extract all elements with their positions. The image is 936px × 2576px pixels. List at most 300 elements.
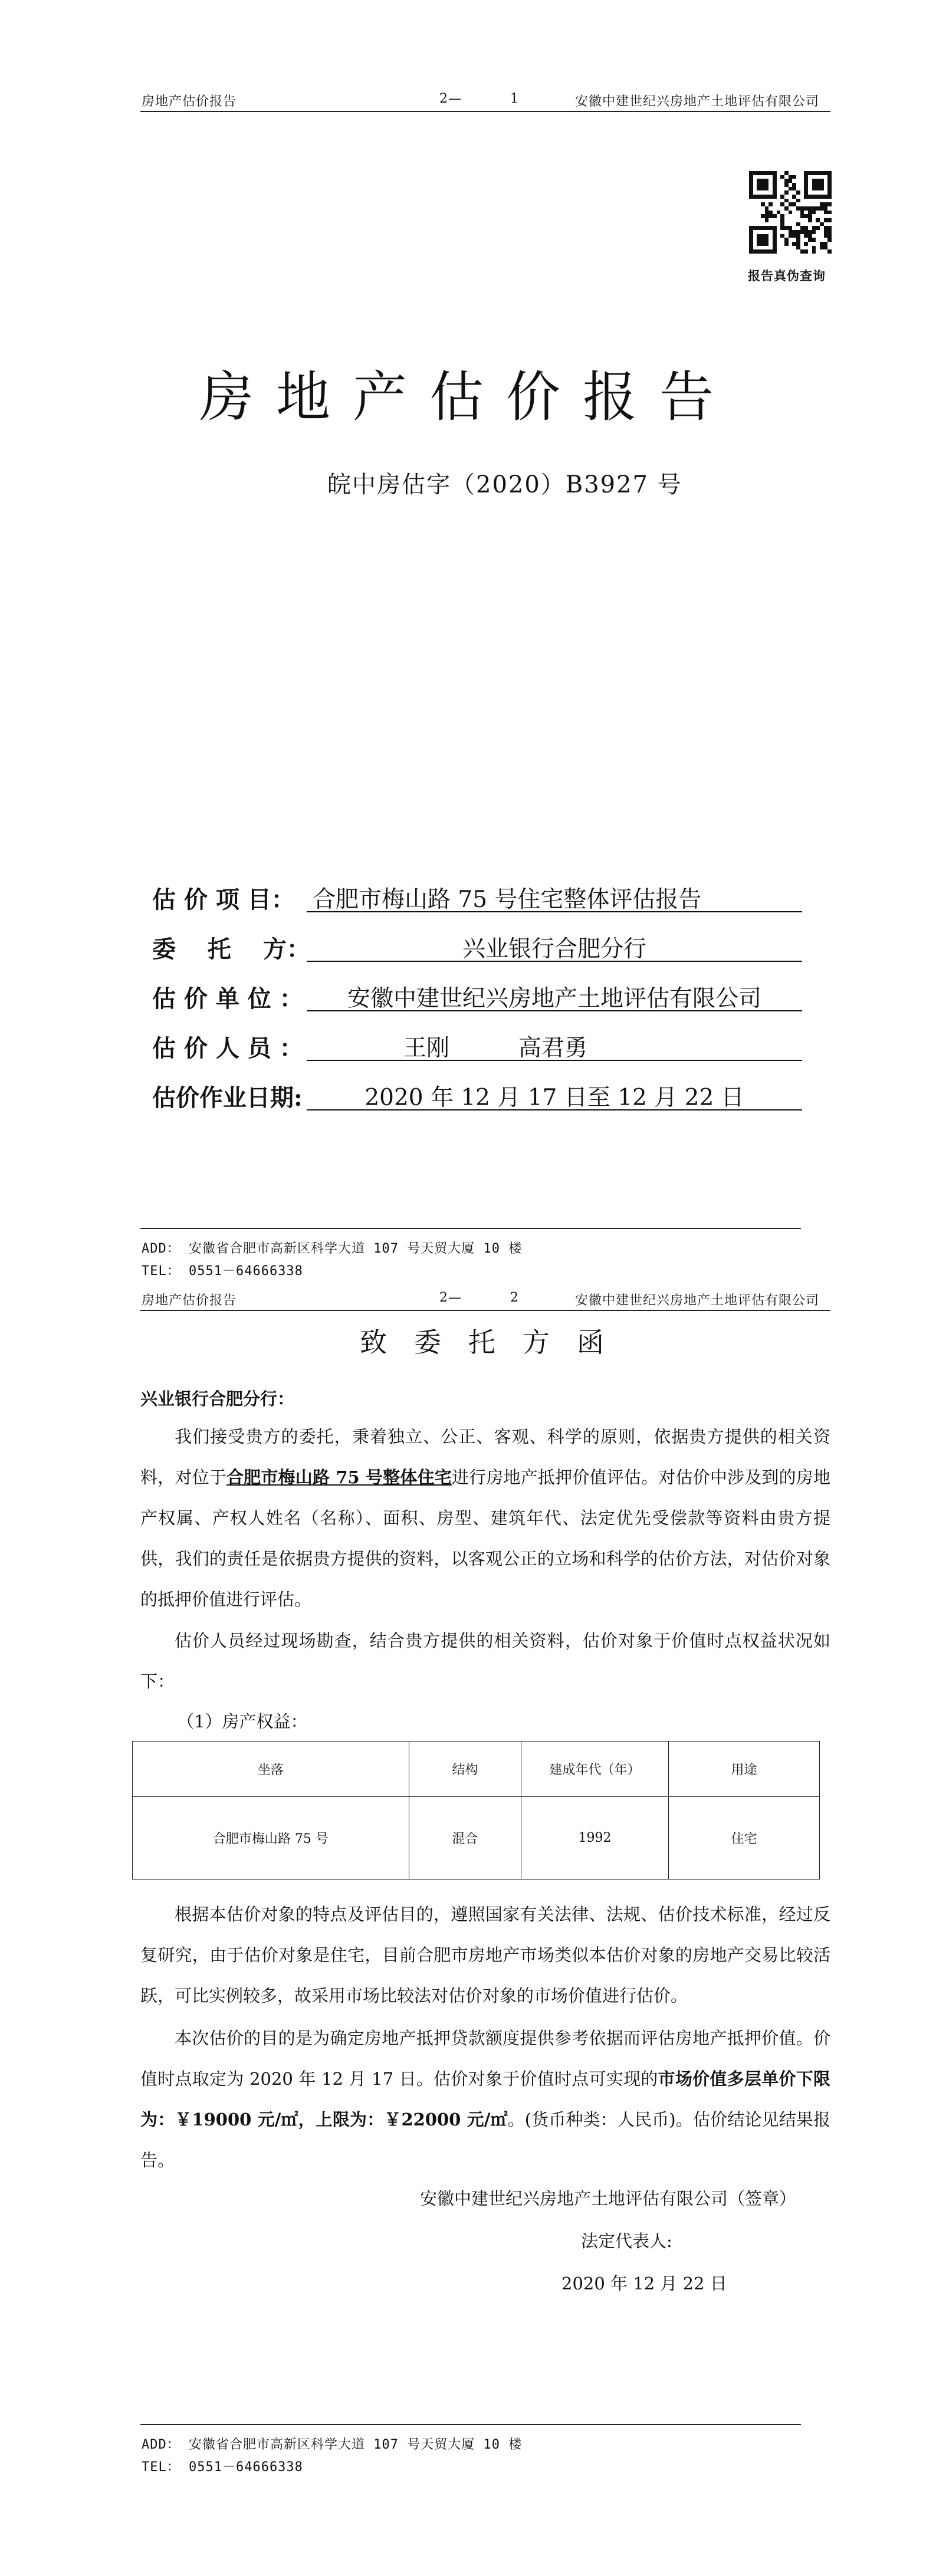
qr-module — [800, 218, 804, 222]
qr-module — [765, 222, 769, 226]
qr-module — [765, 175, 769, 179]
page1-footer-address: ADD： 安徽省合肥市高新区科学大道 107 号天贸大厦 10 楼 — [142, 1241, 523, 1256]
qr-module — [777, 238, 781, 242]
qr-module — [780, 214, 784, 218]
qr-module — [808, 226, 812, 230]
qr-module — [808, 246, 812, 250]
qr-module — [827, 206, 832, 211]
qr-module — [753, 249, 757, 254]
qr-module — [827, 171, 832, 175]
qr-module — [765, 187, 769, 191]
qr-module — [768, 246, 773, 250]
qr-module — [761, 211, 765, 215]
qr-module — [768, 175, 773, 179]
qr-module — [812, 179, 816, 183]
qr-module — [792, 175, 796, 179]
page2-header-rule — [140, 1310, 830, 1311]
qr-module — [765, 202, 769, 206]
qr-module — [761, 222, 765, 226]
qr-module — [812, 218, 816, 222]
qr-module — [792, 199, 796, 203]
qr-module — [816, 214, 820, 218]
qr-module — [827, 179, 832, 183]
qr-module — [804, 246, 808, 250]
qr-module — [777, 222, 781, 226]
qr-module — [780, 222, 784, 226]
info-value: 安徽中建世纪兴房地产土地评估有限公司 — [347, 985, 761, 1012]
qr-module — [780, 242, 784, 246]
qr-module — [800, 183, 804, 187]
property-address-bold: 合肥市梅山路 75 号整体住宅 — [226, 1467, 452, 1487]
qr-module — [757, 190, 761, 195]
qr-module — [761, 206, 765, 211]
qr-module — [757, 175, 761, 179]
qr-module — [820, 242, 824, 246]
qr-module — [789, 206, 793, 211]
qr-module — [753, 238, 757, 242]
qr-module — [768, 226, 773, 230]
qr-module — [800, 230, 804, 234]
market-value-bold: 市场价值多层单价下限为：￥19000 元/㎡，上限为：￥22000 元/㎡ — [140, 2069, 830, 2130]
qr-module — [768, 179, 773, 183]
qr-module — [773, 249, 777, 254]
qr-module — [749, 175, 753, 179]
qr-module — [768, 211, 773, 215]
qr-module — [820, 234, 824, 238]
qr-module — [816, 190, 820, 195]
qr-module — [753, 183, 757, 187]
qr-module — [757, 238, 761, 242]
page1-footer-rule — [140, 1228, 801, 1229]
qr-module — [784, 183, 789, 187]
qr-module — [780, 246, 784, 250]
qr-module — [808, 202, 812, 206]
qr-module — [789, 249, 793, 254]
qr-caption: 报告真伪查询 — [748, 268, 826, 283]
qr-module — [808, 214, 812, 218]
qr-module — [757, 211, 761, 215]
table-row — [133, 1797, 820, 1880]
qr-module — [773, 195, 777, 199]
table-cell: 合肥市梅山路 75 号 — [133, 1797, 409, 1880]
page1-footer-tel: TEL： 0551－64666338 — [142, 1264, 303, 1279]
qr-module — [820, 202, 824, 206]
qr-module — [820, 190, 824, 195]
qr-module — [812, 211, 816, 215]
qr-module — [800, 202, 804, 206]
qr-module — [804, 175, 808, 179]
qr-module — [777, 226, 781, 230]
qr-module — [796, 202, 800, 206]
qr-module — [789, 187, 793, 191]
qr-module — [808, 249, 812, 254]
qr-module — [768, 206, 773, 211]
qr-module — [816, 242, 820, 246]
qr-module — [827, 187, 832, 191]
info-label: 估 价 人 员 ： — [152, 1034, 303, 1062]
qr-module — [804, 179, 808, 183]
qr-module — [768, 171, 773, 175]
table-caption: （1）房产权益： — [177, 1711, 308, 1731]
qr-module — [808, 222, 812, 226]
qr-module — [749, 246, 753, 250]
qr-module — [792, 246, 796, 250]
qr-module — [773, 234, 777, 238]
qr-module — [789, 171, 793, 175]
qr-module — [816, 183, 820, 187]
qr-module — [800, 246, 804, 250]
qr-module — [765, 195, 769, 199]
qr-module — [792, 234, 796, 238]
qr-module — [761, 230, 765, 234]
qr-module — [820, 238, 824, 242]
qr-module — [789, 175, 793, 179]
qr-module — [780, 230, 784, 234]
qr-module — [816, 230, 820, 234]
qr-module — [827, 199, 832, 203]
qr-module — [804, 183, 808, 187]
qr-module — [749, 183, 753, 187]
qr-module — [773, 183, 777, 187]
qr-module — [777, 199, 781, 203]
qr-module — [820, 206, 824, 211]
qr-module — [749, 222, 753, 226]
table-cell: 1992 — [521, 1797, 669, 1880]
qr-module — [789, 234, 793, 238]
qr-module — [792, 238, 796, 242]
qr-module — [820, 195, 824, 199]
qr-module — [827, 238, 832, 242]
qr-module — [816, 202, 820, 206]
qr-module — [749, 206, 753, 211]
qr-module — [827, 190, 832, 195]
qr-module — [768, 230, 773, 234]
qr-module — [789, 226, 793, 230]
info-label: 估 价 单 位 ： — [152, 985, 303, 1013]
qr-module — [800, 214, 804, 218]
qr-module — [780, 202, 784, 206]
qr-module — [796, 206, 800, 211]
qr-module — [812, 238, 816, 242]
qr-module — [753, 171, 757, 175]
qr-module — [777, 246, 781, 250]
qr-module — [800, 234, 804, 238]
qr-module — [789, 218, 793, 222]
qr-module — [796, 238, 800, 242]
qr-module — [773, 230, 777, 234]
qr-module — [753, 230, 757, 234]
qr-module — [808, 195, 812, 199]
qr-module — [827, 226, 832, 230]
signature-company: 安徽中建世纪兴房地产土地评估有限公司（签章） — [420, 2189, 797, 2209]
qr-module — [792, 187, 796, 191]
qr-module — [761, 246, 765, 250]
qr-module — [780, 190, 784, 195]
qr-module — [812, 195, 816, 199]
qr-module — [777, 175, 781, 179]
qr-module — [757, 187, 761, 191]
qr-module — [777, 230, 781, 234]
qr-module — [800, 190, 804, 195]
qr-module — [792, 202, 796, 206]
qr-module — [804, 222, 808, 226]
qr-module — [804, 171, 808, 175]
qr-code[interactable] — [749, 171, 832, 254]
qr-module — [820, 222, 824, 226]
qr-module — [820, 199, 824, 203]
qr-module — [768, 242, 773, 246]
qr-module — [768, 202, 773, 206]
qr-module — [827, 175, 832, 179]
qr-module — [827, 202, 832, 206]
qr-module — [827, 183, 832, 187]
qr-module — [765, 211, 769, 215]
qr-module — [796, 242, 800, 246]
qr-module — [761, 187, 765, 191]
qr-module — [812, 199, 816, 203]
qr-module — [824, 171, 828, 175]
qr-module — [827, 214, 832, 218]
qr-module — [824, 183, 828, 187]
qr-module — [765, 238, 769, 242]
qr-module — [816, 249, 820, 254]
qr-module — [812, 242, 816, 246]
qr-module — [761, 183, 765, 187]
qr-module — [753, 222, 757, 226]
table-header-row — [133, 1742, 820, 1797]
qr-module — [757, 242, 761, 246]
qr-module — [753, 214, 757, 218]
qr-module — [780, 234, 784, 238]
qr-module — [777, 190, 781, 195]
page2-footer-address: ADD： 安徽省合肥市高新区科学大道 107 号天贸大厦 10 楼 — [142, 2437, 523, 2452]
qr-module — [784, 179, 789, 183]
qr-module — [749, 211, 753, 215]
qr-module — [777, 242, 781, 246]
qr-module — [777, 211, 781, 215]
qr-module — [784, 202, 789, 206]
qr-module — [800, 242, 804, 246]
qr-module — [804, 214, 808, 218]
qr-module — [780, 187, 784, 191]
qr-module — [749, 238, 753, 242]
qr-module — [784, 190, 789, 195]
qr-module — [796, 187, 800, 191]
qr-module — [827, 211, 832, 215]
qr-module — [773, 214, 777, 218]
qr-module — [827, 242, 832, 246]
qr-module — [824, 190, 828, 195]
qr-module — [824, 206, 828, 211]
qr-module — [780, 238, 784, 242]
qr-module — [824, 230, 828, 234]
qr-module — [792, 242, 796, 246]
qr-module — [827, 234, 832, 238]
qr-module — [808, 171, 812, 175]
qr-module — [761, 249, 765, 254]
page2-header-page-prefix: 2— — [439, 1290, 462, 1305]
page2-footer-rule — [140, 2424, 801, 2425]
qr-module — [784, 195, 789, 199]
qr-module — [812, 246, 816, 250]
table-header-cell: 坐落 — [133, 1742, 409, 1797]
qr-module — [773, 211, 777, 215]
qr-module — [765, 234, 769, 238]
qr-module — [780, 249, 784, 254]
qr-module — [753, 234, 757, 238]
qr-module — [757, 202, 761, 206]
qr-module — [789, 214, 793, 218]
qr-module — [777, 214, 781, 218]
qr-module — [816, 246, 820, 250]
qr-module — [761, 179, 765, 183]
qr-module — [777, 187, 781, 191]
qr-module — [773, 171, 777, 175]
qr-module — [753, 226, 757, 230]
qr-module — [768, 238, 773, 242]
qr-module — [824, 211, 828, 215]
qr-module — [768, 187, 773, 191]
doc-number: 皖中房估字（2020）B3927 号 — [327, 471, 682, 498]
qr-module — [796, 175, 800, 179]
qr-module — [796, 195, 800, 199]
qr-module — [780, 206, 784, 211]
qr-module — [784, 211, 789, 215]
qr-module — [765, 218, 769, 222]
qr-module — [812, 171, 816, 175]
qr-module — [792, 190, 796, 195]
qr-module — [800, 249, 804, 254]
qr-module — [804, 211, 808, 215]
qr-module — [777, 195, 781, 199]
qr-module — [808, 238, 812, 242]
qr-module — [792, 183, 796, 187]
qr-module — [753, 190, 757, 195]
qr-module — [749, 202, 753, 206]
qr-module — [761, 226, 765, 230]
qr-module — [777, 206, 781, 211]
qr-module — [789, 211, 793, 215]
qr-module — [749, 171, 753, 175]
qr-module — [812, 214, 816, 218]
qr-module — [796, 214, 800, 218]
qr-module — [820, 175, 824, 179]
info-value: 王刚 高君勇 — [403, 1035, 587, 1062]
qr-module — [800, 211, 804, 215]
qr-module — [824, 175, 828, 179]
qr-module — [804, 234, 808, 238]
page1-header-page-num: 1 — [510, 91, 519, 106]
qr-module — [812, 234, 816, 238]
qr-module — [784, 171, 789, 175]
qr-module — [796, 199, 800, 203]
qr-module — [757, 195, 761, 199]
qr-module — [753, 202, 757, 206]
qr-module — [761, 214, 765, 218]
qr-module — [780, 211, 784, 215]
qr-module — [796, 246, 800, 250]
qr-module — [824, 214, 828, 218]
qr-module — [765, 246, 769, 250]
qr-module — [816, 195, 820, 199]
qr-module — [773, 202, 777, 206]
property-rights-table — [132, 1741, 820, 1880]
qr-module — [820, 171, 824, 175]
qr-module — [761, 218, 765, 222]
qr-module — [784, 199, 789, 203]
qr-module — [773, 190, 777, 195]
qr-module — [757, 218, 761, 222]
qr-module — [777, 171, 781, 175]
info-label: 估 价 项 目： — [152, 886, 295, 914]
qr-module — [784, 175, 789, 179]
table-cell: 混合 — [409, 1797, 521, 1880]
qr-module — [816, 187, 820, 191]
qr-module — [808, 234, 812, 238]
qr-module — [816, 179, 820, 183]
qr-module — [804, 218, 808, 222]
qr-module — [820, 246, 824, 250]
qr-module — [804, 226, 808, 230]
paragraph-4 — [140, 2018, 830, 2181]
qr-module — [820, 211, 824, 215]
info-underline — [307, 1060, 802, 1061]
qr-module — [757, 226, 761, 230]
page2-header-right: 安徽中建世纪兴房地产土地评估有限公司 — [575, 1293, 820, 1308]
qr-module — [753, 175, 757, 179]
qr-module — [792, 214, 796, 218]
qr-module — [816, 238, 820, 242]
qr-module — [749, 230, 753, 234]
qr-module — [812, 187, 816, 191]
qr-module — [777, 218, 781, 222]
info-underline — [307, 1010, 802, 1011]
qr-module — [808, 190, 812, 195]
qr-module — [789, 202, 793, 206]
qr-module — [820, 226, 824, 230]
table-header-cell: 用途 — [669, 1742, 820, 1797]
qr-module — [757, 214, 761, 218]
qr-module — [812, 249, 816, 254]
qr-module — [749, 242, 753, 246]
qr-module — [800, 179, 804, 183]
qr-module — [757, 249, 761, 254]
qr-module — [753, 206, 757, 211]
qr-module — [773, 218, 777, 222]
qr-module — [827, 230, 832, 234]
qr-module — [824, 202, 828, 206]
qr-module — [824, 199, 828, 203]
qr-module — [761, 171, 765, 175]
qr-module — [796, 183, 800, 187]
qr-module — [804, 202, 808, 206]
qr-module — [792, 249, 796, 254]
paragraph-1-pre: 我们接受贵方的委托，秉着独立、公正、客观、科学的原则，依据贵方提供的相关资料，对位于 — [140, 1427, 830, 1487]
qr-module — [792, 222, 796, 226]
qr-module — [824, 218, 828, 222]
qr-module — [824, 187, 828, 191]
qr-module — [824, 238, 828, 242]
qr-module — [765, 226, 769, 230]
qr-module — [820, 187, 824, 191]
qr-module — [824, 222, 828, 226]
qr-module — [768, 234, 773, 238]
qr-module — [792, 206, 796, 211]
qr-module — [820, 214, 824, 218]
qr-module — [808, 218, 812, 222]
qr-module — [773, 226, 777, 230]
qr-module — [820, 230, 824, 234]
